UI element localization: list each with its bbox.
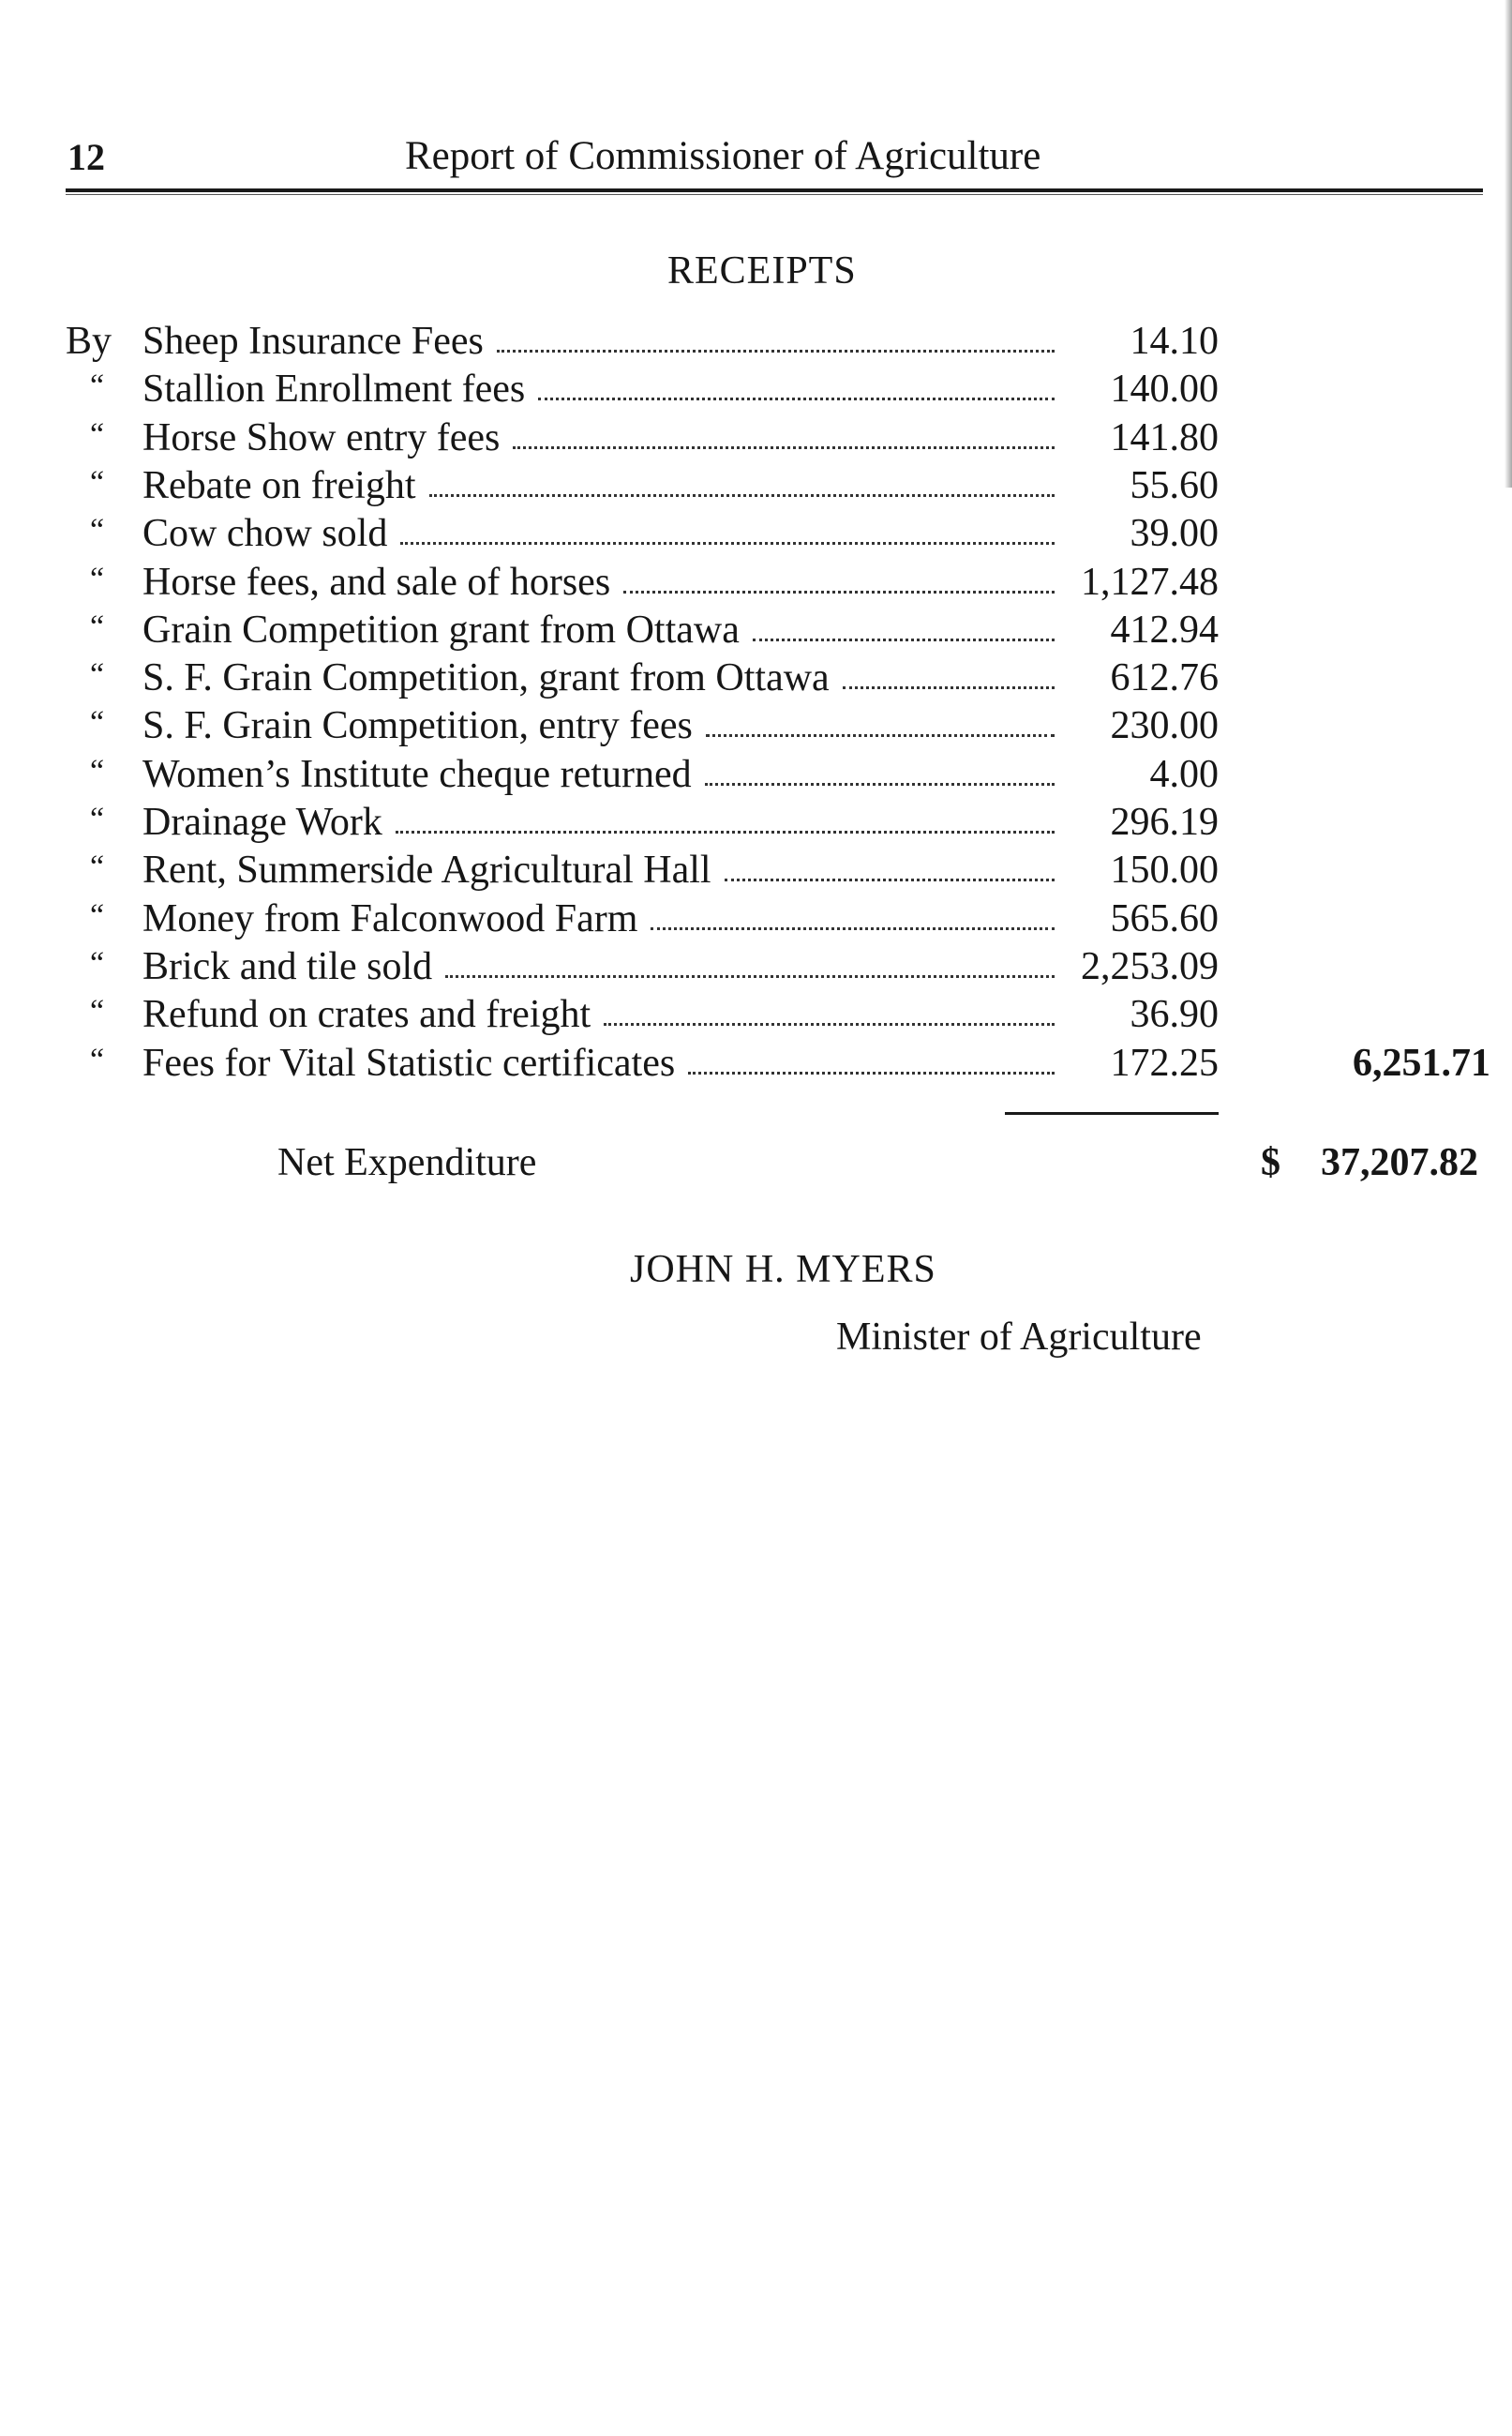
receipt-row [66, 560, 1490, 609]
ditto-mark: “ [90, 1042, 105, 1077]
receipt-amount: 565.60 [1110, 896, 1219, 940]
dot-leader [400, 542, 1055, 545]
receipt-label: Rent, Summerside Agricultural Hall [142, 849, 711, 893]
receipt-amount: 141.80 [1110, 415, 1219, 459]
page-number: 12 [67, 136, 105, 178]
dot-leader [513, 446, 1055, 449]
receipt-label: S. F. Grain Competition, grant from Ottawa [142, 656, 830, 700]
receipt-row [66, 367, 1490, 415]
page-edge-shadow [1505, 0, 1512, 488]
ditto-mark: “ [90, 561, 105, 596]
receipt-row [66, 463, 1490, 512]
signatory-title: Minister of Agriculture [836, 1316, 1202, 1359]
receipt-label: Refund on crates and freight [142, 993, 591, 1037]
receipt-prefix: By [66, 320, 112, 363]
dot-leader [538, 398, 1055, 400]
ditto-mark: “ [90, 464, 105, 500]
ditto-mark: “ [90, 850, 105, 885]
receipt-row [66, 848, 1490, 896]
receipt-amount: 140.00 [1110, 368, 1219, 412]
ditto-mark: “ [90, 753, 105, 789]
net-expenditure-label: Net Expenditure [277, 1141, 537, 1184]
dot-leader [706, 734, 1055, 737]
dot-leader [705, 783, 1055, 786]
dot-leader [497, 350, 1055, 353]
receipt-amount: 612.76 [1110, 656, 1219, 700]
dot-leader [623, 591, 1055, 594]
ditto-mark: “ [90, 609, 105, 644]
dot-leader [604, 1023, 1055, 1026]
sum-rule [1005, 1112, 1219, 1115]
receipt-row [66, 608, 1490, 656]
receipt-label: Grain Competition grant from Ottawa [142, 608, 740, 652]
receipt-label: Horse Show entry fees [142, 415, 501, 459]
receipt-amount: 150.00 [1110, 849, 1219, 893]
receipt-amount: 230.00 [1110, 704, 1219, 748]
receipts-total: 6,251.71 [1353, 1041, 1490, 1085]
ditto-mark: “ [90, 897, 105, 933]
ditto-mark: “ [90, 994, 105, 1030]
receipt-label: Women’s Institute cheque returned [142, 752, 692, 796]
receipt-row [66, 1041, 1490, 1090]
section-title: RECEIPTS [667, 249, 857, 293]
receipt-label: Stallion Enrollment fees [142, 368, 526, 412]
receipt-row [66, 944, 1490, 993]
receipt-row [66, 655, 1490, 704]
receipt-row [66, 415, 1490, 464]
receipt-label: Drainage Work [142, 801, 382, 844]
receipt-row [66, 511, 1490, 560]
receipt-row [66, 800, 1490, 849]
signatory-name: JOHN H. MYERS [630, 1248, 936, 1291]
dot-leader [396, 831, 1055, 834]
receipt-label: Money from Falconwood Farm [142, 896, 638, 940]
receipt-amount: 55.60 [1130, 463, 1219, 507]
receipt-amount: 296.19 [1110, 801, 1219, 844]
dot-leader [445, 975, 1055, 978]
receipt-amount: 1,127.48 [1081, 560, 1219, 604]
header-rule [66, 188, 1483, 192]
ditto-mark: “ [90, 705, 105, 741]
receipt-amount: 14.10 [1130, 320, 1219, 363]
receipt-row [66, 992, 1490, 1041]
header-rule-thin [66, 194, 1483, 195]
ditto-mark: “ [90, 513, 105, 549]
receipt-row [66, 896, 1490, 945]
dot-leader [843, 686, 1055, 689]
receipt-label: Brick and tile sold [142, 944, 433, 988]
net-expenditure-value: 37,207.82 [1321, 1141, 1478, 1184]
ditto-mark: “ [90, 945, 105, 981]
net-expenditure-currency: $ [1261, 1141, 1280, 1184]
dot-leader [651, 927, 1055, 930]
receipt-amount: 172.25 [1110, 1041, 1219, 1085]
receipt-label: S. F. Grain Competition, entry fees [142, 704, 693, 748]
ditto-mark: “ [90, 657, 105, 693]
dot-leader [725, 879, 1055, 881]
receipt-label: Rebate on freight [142, 463, 416, 507]
dot-leader [753, 639, 1055, 641]
receipt-amount: 2,253.09 [1081, 944, 1219, 988]
receipt-label: Fees for Vital Statistic certificates [142, 1041, 676, 1085]
ditto-mark: “ [90, 368, 105, 404]
receipt-label: Cow chow sold [142, 512, 388, 556]
ditto-mark: “ [90, 802, 105, 836]
receipt-amount: 36.90 [1130, 993, 1219, 1037]
receipt-label: Horse fees, and sale of horses [142, 560, 611, 604]
receipt-row [66, 703, 1490, 752]
dot-leader [429, 494, 1055, 497]
receipt-label: Sheep Insurance Fees [142, 320, 484, 363]
receipt-row [66, 752, 1490, 801]
receipt-amount: 39.00 [1130, 512, 1219, 556]
receipt-amount: 412.94 [1110, 608, 1219, 652]
dot-leader [688, 1072, 1055, 1075]
ditto-mark: “ [90, 416, 105, 452]
receipt-row [66, 319, 1490, 368]
running-title: Report of Commissioner of Agriculture [405, 134, 1041, 178]
receipt-amount: 4.00 [1149, 752, 1219, 796]
